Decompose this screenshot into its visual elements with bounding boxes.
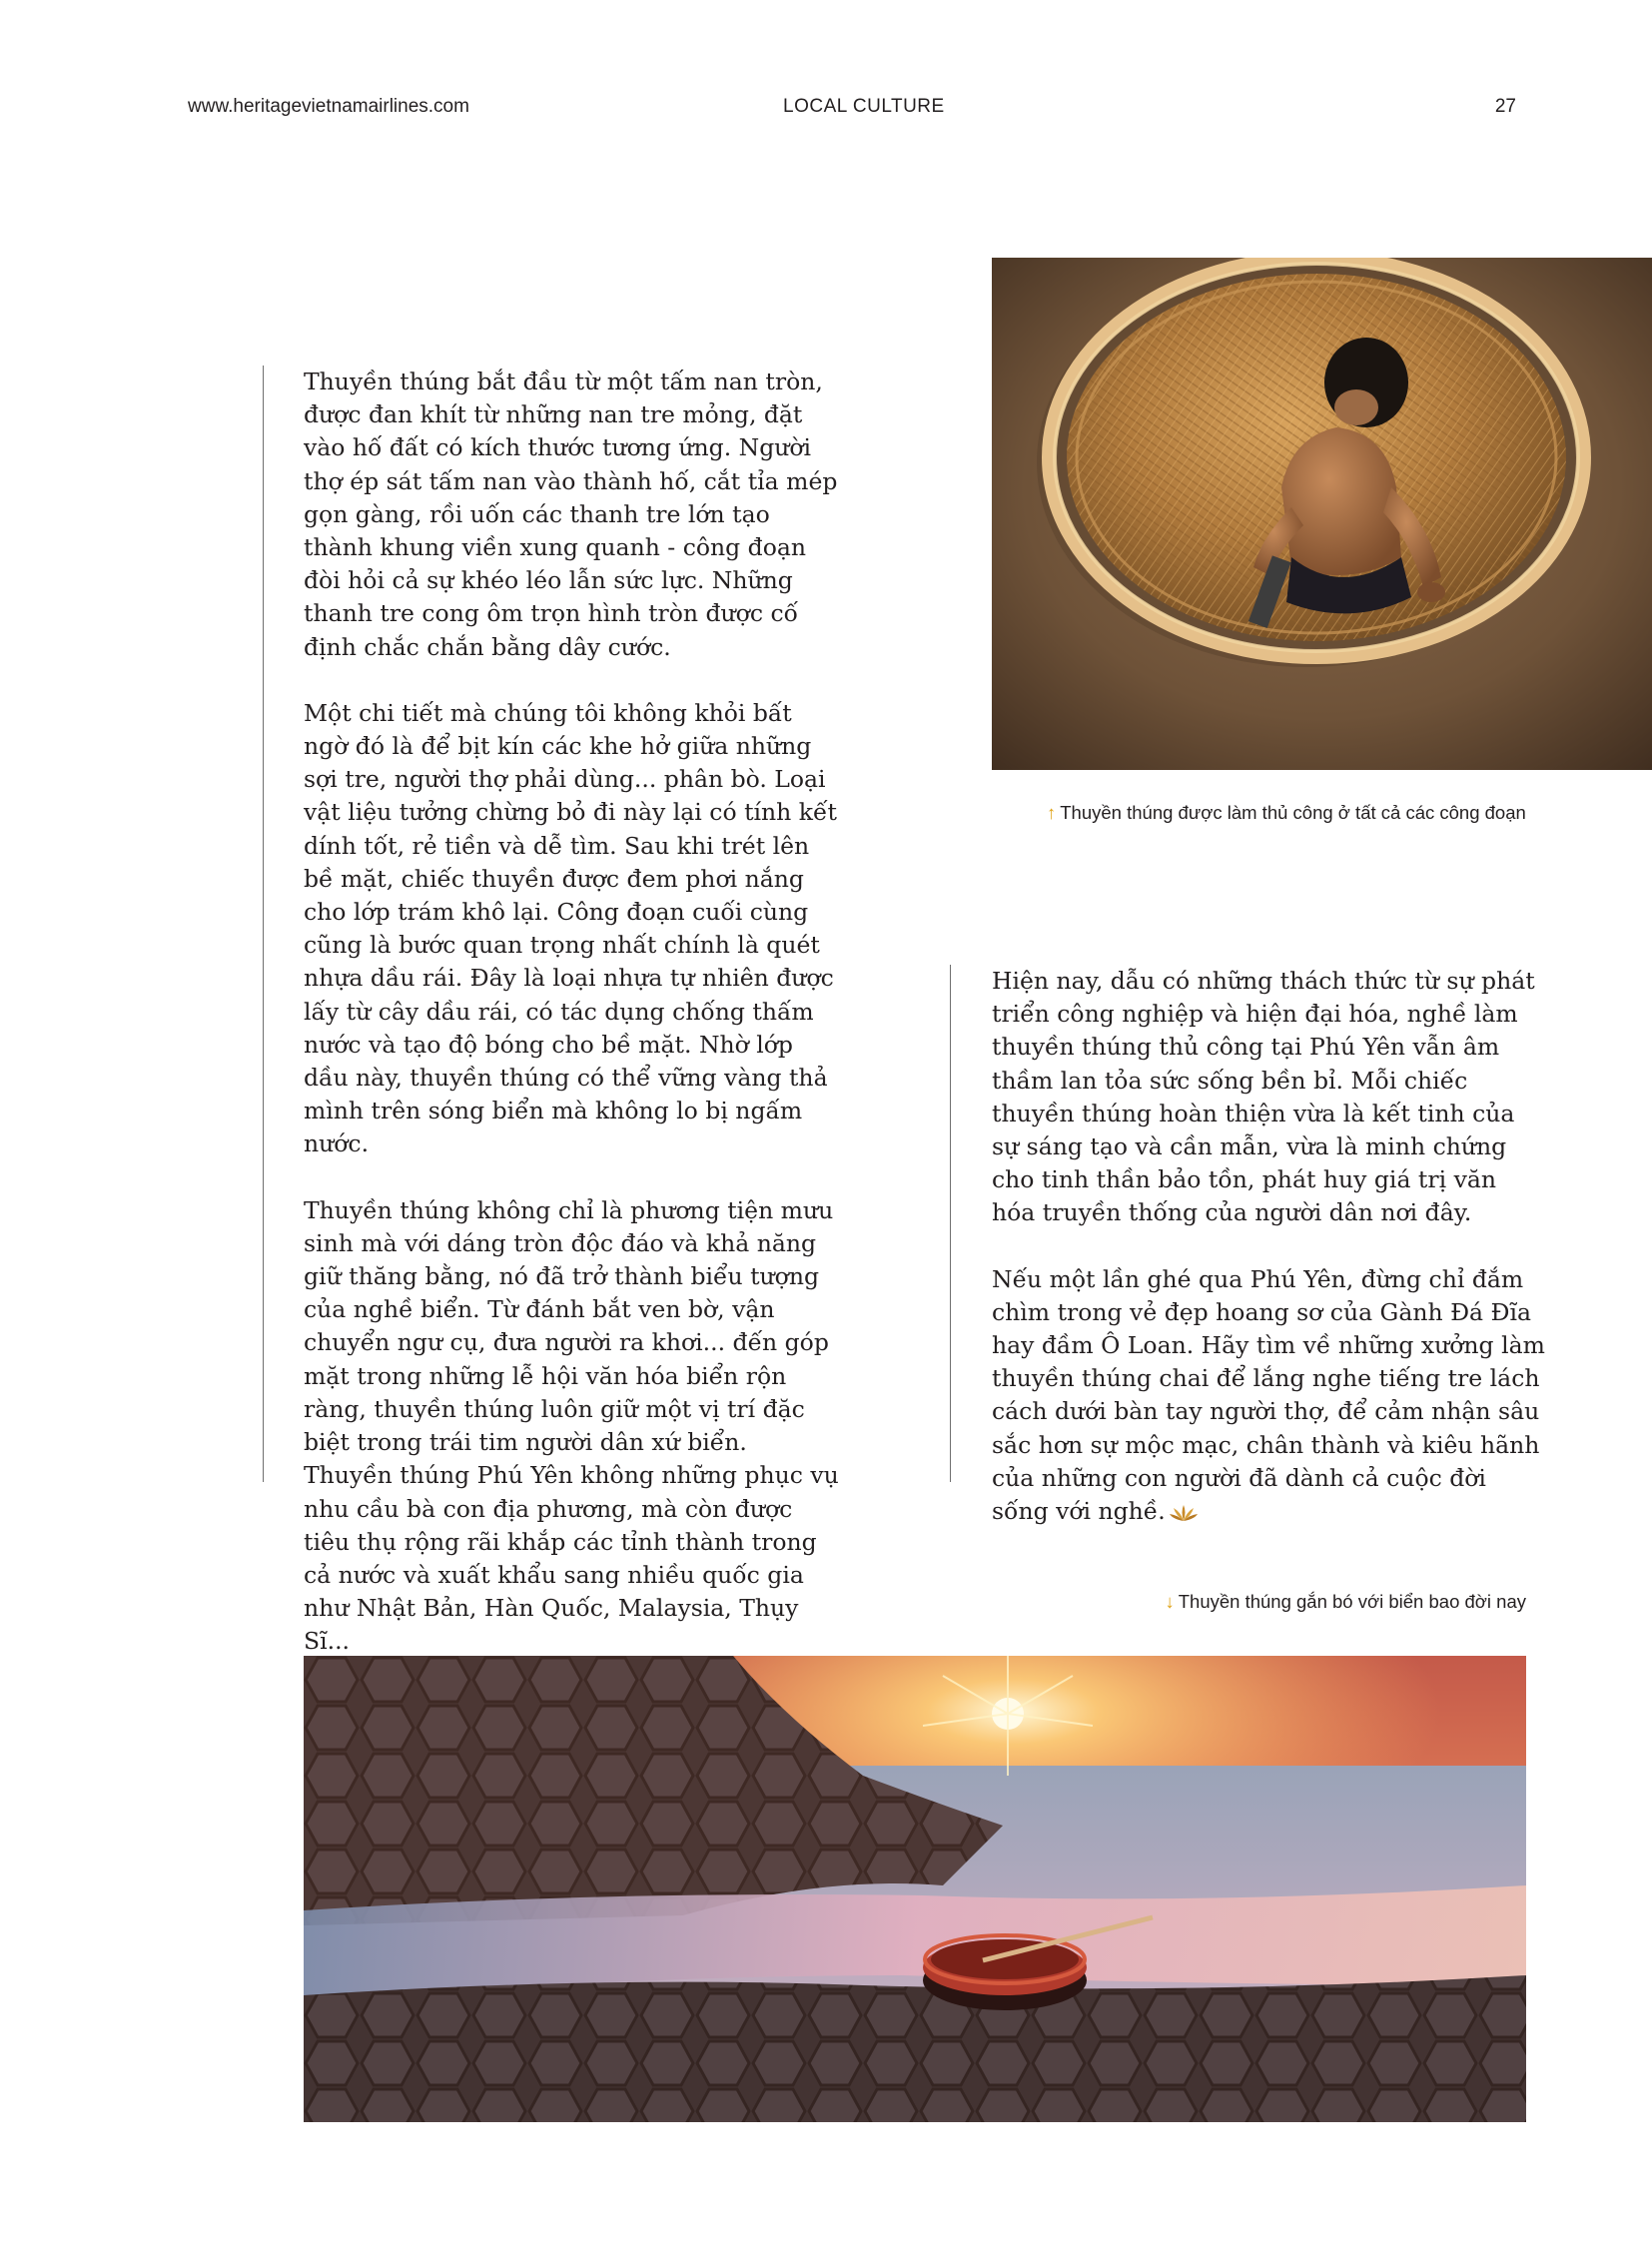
top-photo-caption (1047, 802, 1526, 824)
section-title: LOCAL CULTURE (783, 96, 945, 117)
bottom-caption-text: Thuyền thúng gắn bó với biển bao đời nay (1178, 1591, 1526, 1612)
left-paragraph-3: Thuyền thúng không chỉ là phương tiện mưu sinh mà với dáng tròn độc đáo và khả năng giữ thăng bằng, nó đã trở thành biểu tượng của nghề biển. Từ đánh bắt ven bờ, vận chuyển ngư cụ, đưa người ra khơi... đến góp mặt trong những lễ hội văn hóa biển rộn ràng, thuyền thúng luôn giữ một vị trí đặc biệt trong trái tim người dân xứ biển. Thuyền thúng Phú Yên không những phục vụ nhu cầu bà con địa phương, mà còn được tiêu thụ rộng rãi khắp các tỉnh thành trong cả nước và xuất khẩu sang nhiều quốc gia như Nhật Bản, Hàn Quốc, Malaysia, Thụy Sĩ... (304, 1195, 839, 1656)
down-arrow-icon: ↓ (1165, 1591, 1175, 1612)
left-text-column (304, 366, 843, 1692)
up-arrow-icon: ↑ (1047, 802, 1057, 823)
top-caption-text: Thuyền thúng được làm thủ công ở tất cả các công đoạn (1060, 802, 1526, 823)
lotus-icon (1170, 1503, 1198, 1523)
right-paragraph-2 (992, 1263, 1546, 1529)
left-column-rule (263, 366, 264, 1482)
right-column-rule (950, 965, 951, 1482)
page-header (188, 96, 1516, 126)
right-paragraph-2-text: Nếu một lần ghé qua Phú Yên, đừng chỉ đắm chìm trong vẻ đẹp hoang sơ của Gành Đá Đĩa hay đầm Ô Loan. Hãy tìm về những xưởng làm thuyền thúng chai để lắng nghe tiếng tre lách cách dưới bàn tay người thợ, để cảm nhận sâu sắc hơn sự mộc mạc, chân thành và kiêu hãnh của những con người đã dành cả cuộc đời sống với nghề. (992, 1264, 1545, 1526)
left-paragraph-2: Một chi tiết mà chúng tôi không khỏi bất ngờ đó là để bịt kín các khe hở giữa những sợi tre, người thợ phải dùng... phân bò. Loại vật liệu tưởng chừng bỏ đi này lại có tính kết dính tốt, rẻ tiền và dễ tìm. Sau khi trét lên bề mặt, chiếc thuyền được đem phơi nắng cho lớp trám khô lại. Công đoạn cuối cùng cũng là bước quan trọng nhất chính là quét nhựa dầu rái. Đây là loại nhựa tự nhiên được lấy từ cây dầu rái, có tác dụng chống thấm nước và tạo độ bóng cho bề mặt. Nhờ lớp dầu này, thuyền thúng có thể vững vàng thả mình trên sóng biển mà không lo bị ngấm nước. (304, 698, 837, 1158)
sunset-photo (304, 1656, 1526, 2122)
craftsman-photo (992, 258, 1652, 770)
website-url[interactable]: www.heritagevietnamairlines.com (188, 96, 469, 117)
right-text-column (992, 965, 1546, 1561)
bottom-photo-caption (1165, 1591, 1526, 1613)
page-number: 27 (1494, 96, 1516, 117)
right-paragraph-1: Hiện nay, dẫu có những thách thức từ sự phát triển công nghiệp và hiện đại hóa, nghề làm thuyền thúng thủ công tại Phú Yên vẫn âm thầm lan tỏa sức sống bền bỉ. Mỗi chiếc thuyền thúng hoàn thiện vừa là kết tinh của sự sáng tạo và cần mẫn, vừa là minh chứng cho tinh thần bảo tồn, phát huy giá trị văn hóa truyền thống của người dân nơi đây. (992, 967, 1535, 1227)
left-paragraph-1: Thuyền thúng bắt đầu từ một tấm nan tròn, được đan khít từ những nan tre mỏng, đặt vào hố đất có kích thước tương ứng. Người thợ ép sát tấm nan vào thành hố, cắt tỉa mép gọn gàng, rồi uốn các thanh tre lớn tạo thành khung viền xung quanh - công đoạn đòi hỏi cả sự khéo léo lẫn sức lực. Những thanh tre cong ôm trọn hình tròn được cố định chắc chắn bằng dây cước. (304, 368, 838, 661)
